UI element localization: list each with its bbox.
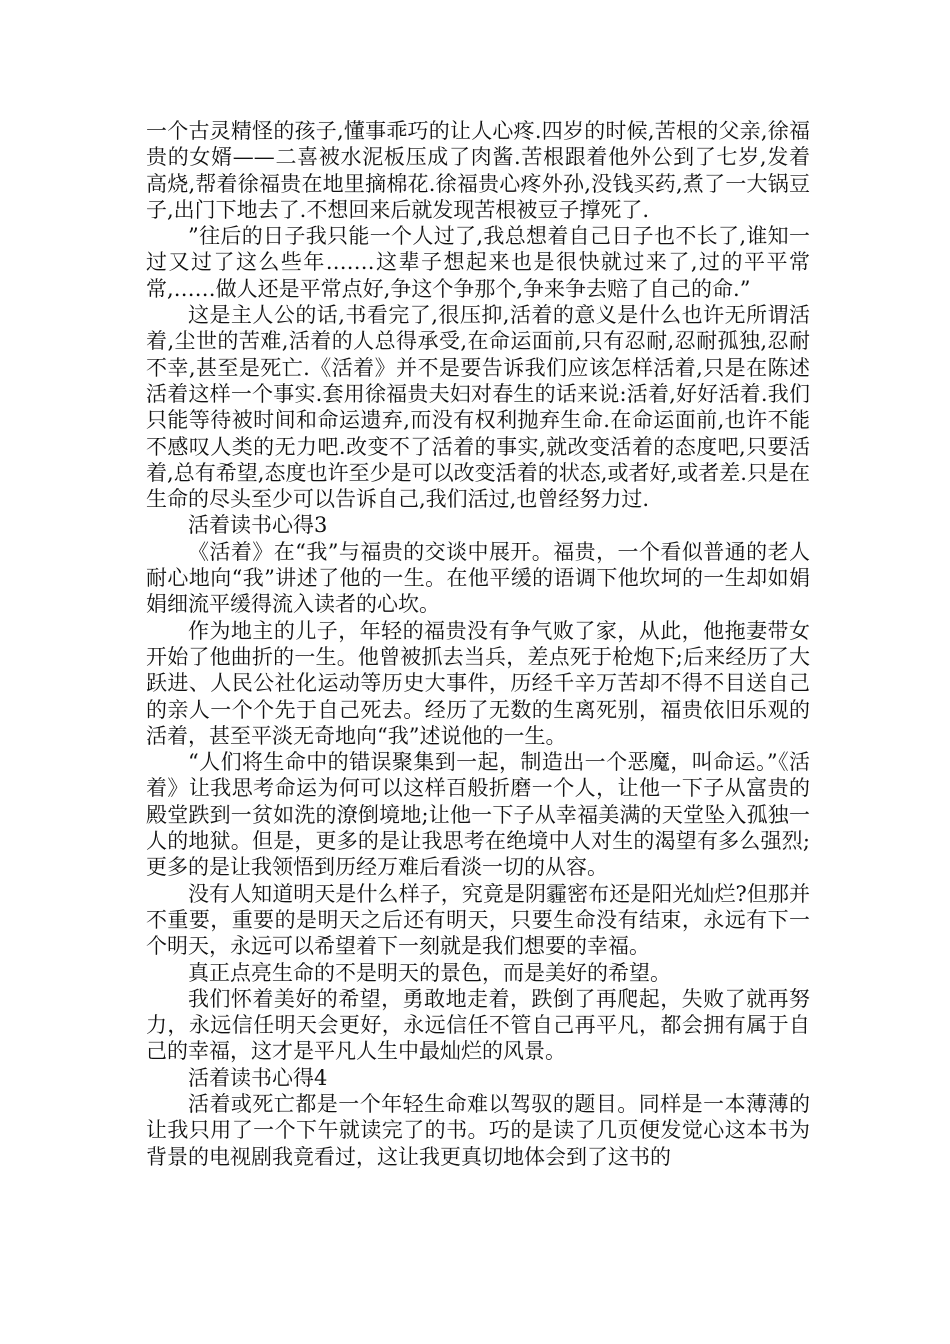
paragraph: 这是主人公的话,书看完了,很压抑,活着的意义是什么也许无所谓活着,尘世的苦难,活着的人总得承受,在命运面前,只有忍耐,忍耐孤独,忍耐不幸,甚至是死亡.《活着》并不是要告诉我们应该怎样活着,只是在陈述活着这样一个事实.套用徐福贵夫妇对春生的话来说:活着,好好活着.我们只能等待被时间和命运遗弃,而没有权利抛弃生命.在命运面前,也许不能不感叹人类的无力吧.改变不了活着的事实,就改变活着的态度吧,只要活着,总有希望,态度也许至少是可以改变活着的状态,或者好,或者差.只是在生命的尽头至少可以告诉自己,我们活过,也曾经努力过. — [146, 303, 810, 512]
paragraph: 真正点亮生命的不是明天的景色，而是美好的希望。 — [188, 960, 671, 985]
paragraph: ”往后的日子我只能一个人过了,我总想着自己日子也不长了,谁知一过又过了这么些年.……这辈子想起来也是很快就过来了,过的平平常常,……做人还是平常点好,争这个争那个,争来争去赔了自己的命.” — [146, 224, 810, 301]
paragraph: 一个古灵精怪的孩子,懂事乖巧的让人心疼.四岁的时候,苦根的父亲,徐福贵的女婿——二喜被水泥板压成了肉酱.苦根跟着他外公到了七岁,发着高烧,帮着徐福贵在地里摘棉花.徐福贵心疼外孙,没钱买药,煮了一大锅豆子,出门下地去了.不想回来后就发现苦根被豆子撑死了. — [146, 119, 810, 222]
paragraph: 作为地主的儿子，年轻的福贵没有争气败了家，从此，他拖妻带女开始了他曲折的一生。他曾被抓去当兵，差点死于枪炮下;后来经历了大跃进、人民公社化运动等历史大事件，历经千辛万苦却不得不目送自己的亲人一个个先于自己死去。经历了无数的生离死别，福贵依旧乐观的活着，甚至平淡无奇地向“我”述说他的一生。 — [146, 618, 810, 748]
paragraph: 我们怀着美好的希望，勇敢地走着，跌倒了再爬起，失败了就再努力，永远信任明天会更好，永远信任不管自己再平凡，都会拥有属于自己的幸福，这才是平凡人生中最灿烂的风景。 — [146, 986, 810, 1064]
section-heading: 活着读书心得3 — [188, 513, 328, 538]
section-heading: 活着读书心得4 — [188, 1065, 328, 1090]
paragraph: 活着或死亡都是一个年轻生命难以驾驭的题目。同样是一本薄薄的让我只用了一个下午就读完了的书。巧的是读了几页便发觉心这本书为背景的电视剧我竟看过，这让我更真切地体会到了这书的 — [146, 1091, 810, 1169]
paragraph: “人们将生命中的错误聚集到一起，制造出一个恶魔，叫命运。”《活着》让我思考命运为何可以这样百般折磨一个人，让他一下子从富贵的殿堂跌到一贫如洗的潦倒境地;让他一下子从幸福美满的天堂坠入孤独一人的地狱。但是，更多的是让我思考在绝境中人对生的渴望有多么强烈;更多的是让我领悟到历经万难后看淡一切的从容。 — [146, 750, 810, 880]
paragraph: 《活着》在“我”与福贵的交谈中展开。福贵，一个看似普通的老人耐心地向“我”讲述了他的一生。在他平缓的语调下他坎坷的一生却如娟娟细流平缓得流入读者的心坎。 — [146, 539, 810, 617]
paragraph: 没有人知道明天是什么样子，究竟是阴霾密布还是阳光灿烂?但那并不重要，重要的是明天之后还有明天，只要生命没有结束，永远有下一个明天，永远可以希望着下一刻就是我们想要的幸福。 — [146, 881, 810, 959]
document-body — [146, 118, 810, 1170]
